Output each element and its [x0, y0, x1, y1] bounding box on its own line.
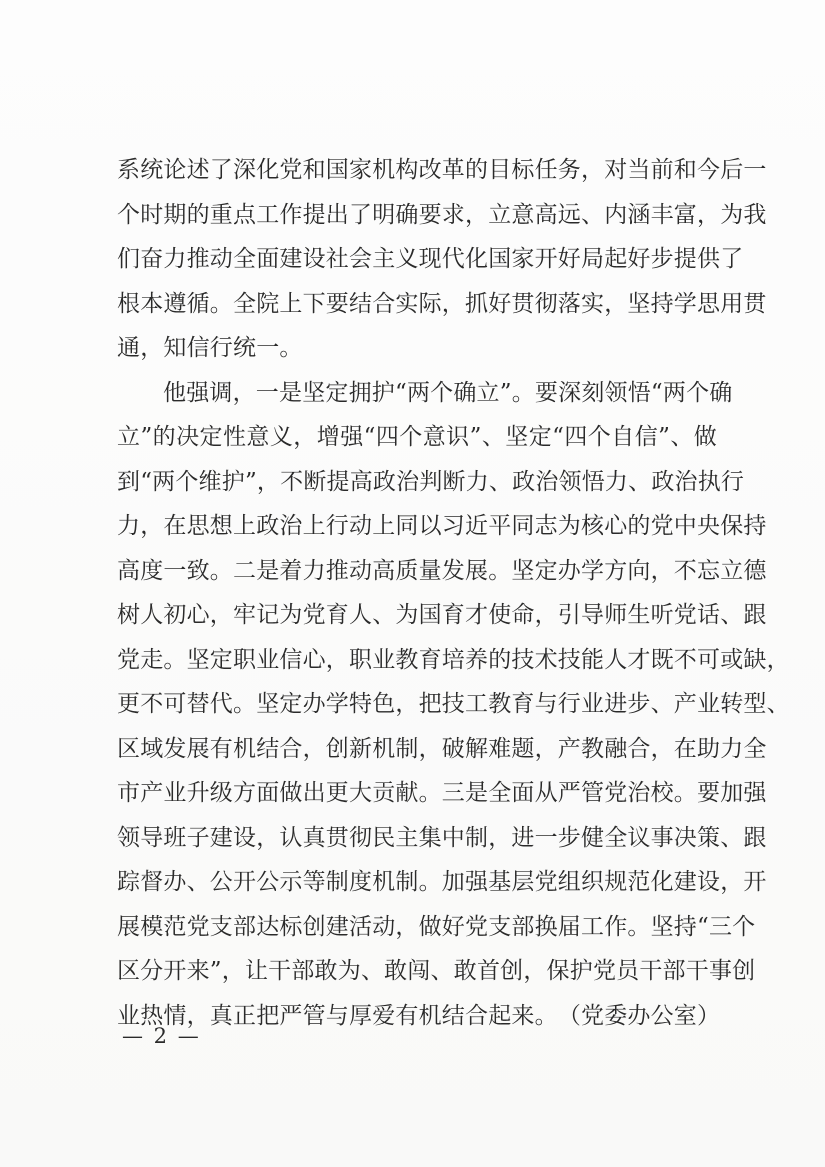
text-line: 系统论述了深化党和国家机构改革的目标任务，对当前和今后一: [117, 157, 767, 183]
text-line: 到“两个维护”，不断提高政治判断力、政治领悟力、政治执行: [117, 468, 745, 495]
text-line: 领导班子建设，认真贯彻民主集中制，进一步健全议事决策、跟: [117, 824, 767, 851]
text-line: 根本遵循。全院上下要结合实际，抓好贯彻落实，坚持学思用贯: [117, 290, 767, 317]
closing-text: 业热情，真正把严管与厚爱有机结合起来。: [117, 1002, 558, 1029]
document-body: [117, 148, 790, 1038]
text-line: 党走。坚定职业信心，职业教育培养的技术技能人才既不可或缺，: [117, 646, 790, 673]
text-line: 树人初心，牢记为党育人、为国育才使命，引导师生听党话、跟: [117, 602, 767, 628]
text-line: 个时期的重点工作提出了明确要求，立意高远、内涵丰富，为我: [117, 201, 767, 228]
text-line: 通，知信行统一。: [117, 335, 303, 361]
text-line: 展模范党支部达标创建活动，做好党支部换届工作。坚持“三个: [117, 913, 756, 940]
text-line: 立”的决定性意义，增强“四个意识”、坚定“四个自信”、做: [117, 424, 717, 450]
text-line: 区域发展有机结合，创新机制，破解难题，产教融合，在助力全: [117, 735, 767, 762]
page-number: — 2 —: [122, 1024, 201, 1048]
text-line: 高度一致。二是着力推动高质量发展。坚定办学方向，不忘立德: [117, 557, 767, 584]
text-line: 更不可替代。坚定办学特色，把技工教育与行业进步、产业转型、: [117, 691, 790, 717]
text-line: 们奋力推动全面建设社会主义现代化国家开好局起好步提供了: [117, 246, 744, 272]
text-line: 区分开来”，让干部敢为、敢闯、敢首创，保护党员干部干事创: [117, 958, 756, 984]
paragraph-first-line: 他强调，一是坚定拥护“两个确立”。要深刻领悟“两个确: [163, 379, 733, 406]
signature: （党委办公室）: [557, 1002, 721, 1029]
text-line: 踪督办、公开公示等制度机制。加强基层党组织规范化建设，开: [117, 869, 767, 895]
closing-line: [117, 994, 721, 1039]
text-line: 市产业升级方面做出更大贡献。三是全面从严管党治校。要加强: [117, 780, 767, 806]
text-line: 力，在思想上政治上行动上同以习近平同志为核心的党中央保持: [117, 513, 767, 539]
